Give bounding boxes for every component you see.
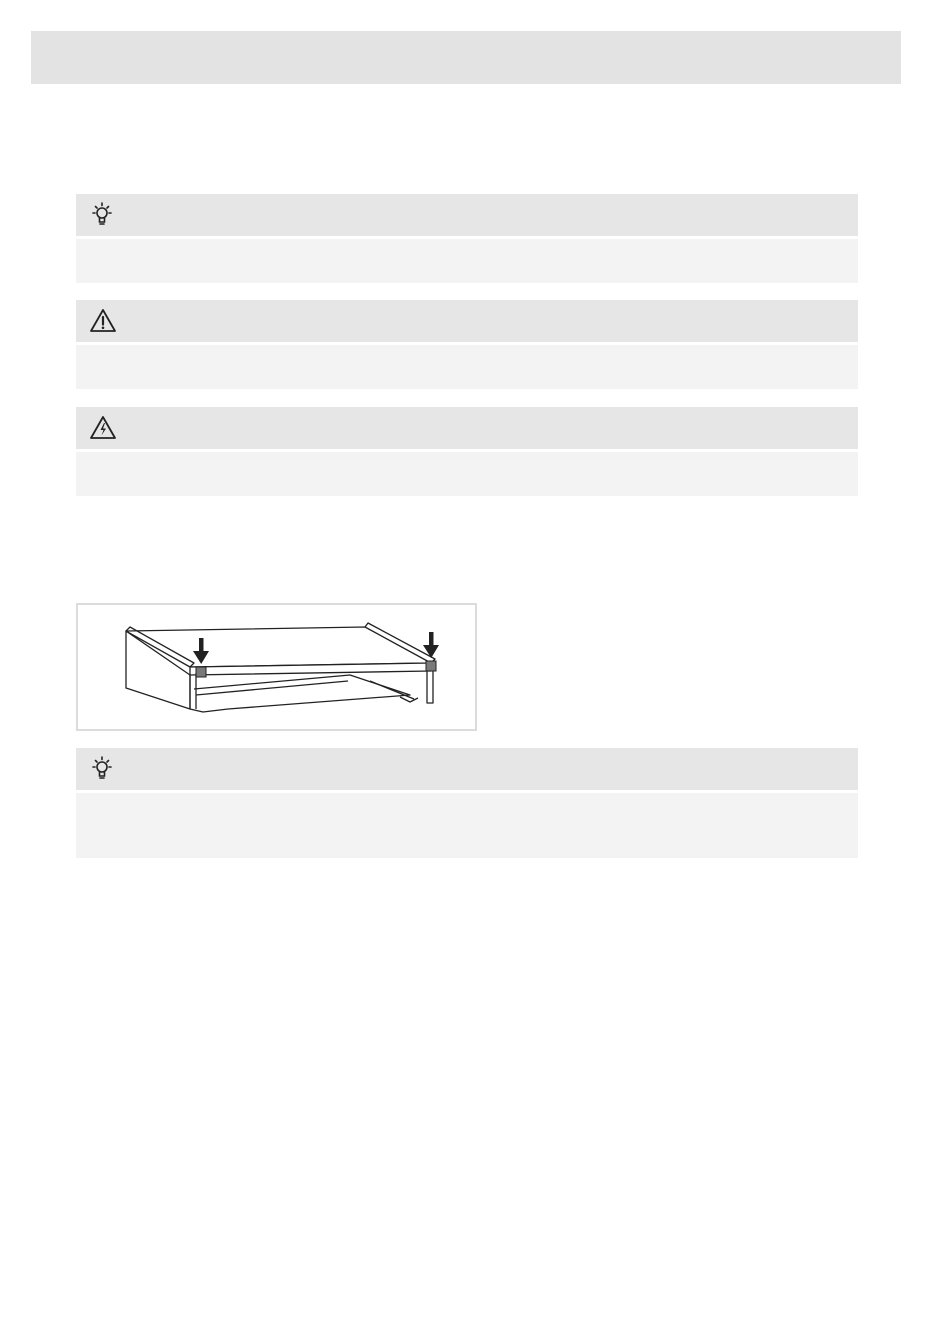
right-corner-clip (426, 661, 436, 671)
electric-hazard-notice-header (76, 407, 858, 449)
warning-triangle-icon (88, 306, 118, 336)
left-corner-clip (196, 667, 206, 677)
shelf-illustration (78, 605, 475, 729)
shelf-illustration-frame (76, 603, 477, 731)
tip-notice-header (76, 194, 858, 236)
tip-notice-2-body (76, 793, 858, 858)
tip-notice-2-header (76, 748, 858, 790)
warning-notice (76, 300, 858, 389)
tip-notice-2 (76, 748, 858, 858)
electric-hazard-notice-body (76, 452, 858, 496)
tip-notice-body (76, 239, 858, 283)
lightbulb-icon (88, 200, 118, 230)
section-header-bar (31, 31, 901, 84)
warning-notice-header (76, 300, 858, 342)
lightbulb-icon (88, 754, 118, 784)
warning-notice-body (76, 345, 858, 389)
electric-hazard-icon (88, 413, 118, 443)
electric-hazard-notice (76, 407, 858, 496)
tip-notice (76, 194, 858, 283)
